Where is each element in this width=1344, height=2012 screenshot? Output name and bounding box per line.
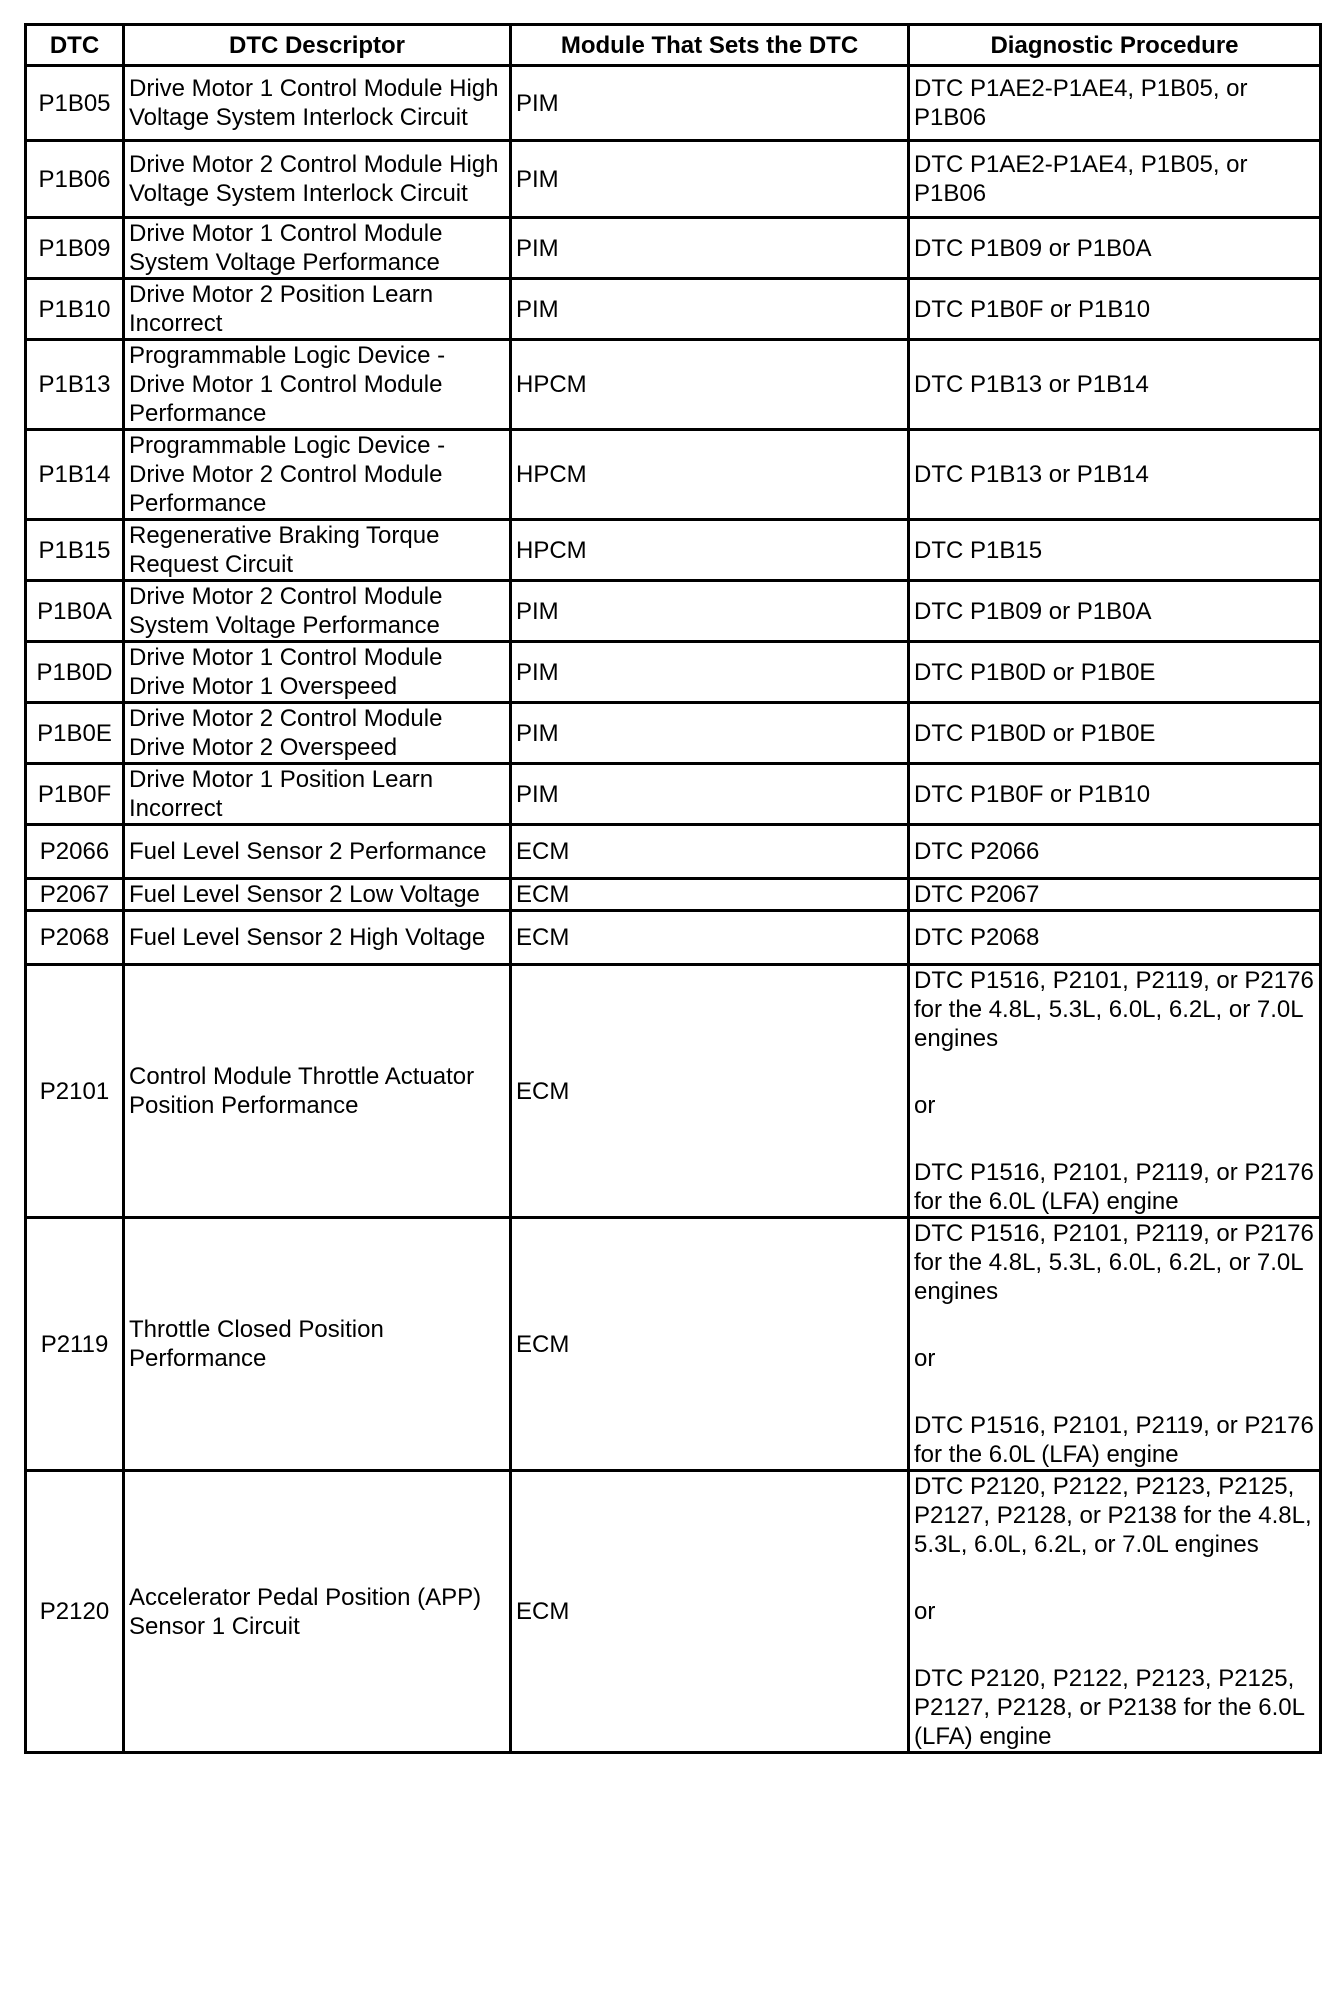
dtc-descriptor: Fuel Level Sensor 2 Performance <box>124 825 511 879</box>
module-name: ECM <box>511 965 909 1218</box>
diagnostic-procedure <box>909 1471 1321 1753</box>
procedure-line: DTC P1B09 or P1B0A <box>914 597 1152 625</box>
module-name: PIM <box>511 764 909 825</box>
dtc-descriptor: Drive Motor 1 Control Module Drive Motor 1 Overspeed <box>124 642 511 703</box>
table-body <box>26 66 1321 1753</box>
diagnostic-procedure <box>909 764 1321 825</box>
header-dtc: DTC <box>26 25 124 66</box>
module-name: ECM <box>511 911 909 965</box>
table-row <box>26 642 1321 703</box>
dtc-descriptor: Programmable Logic Device - Drive Motor 2 Control Module Performance <box>124 430 511 520</box>
diagnostic-procedure <box>909 642 1321 703</box>
dtc-descriptor: Throttle Closed Position Performance <box>124 1218 511 1471</box>
module-name: ECM <box>511 879 909 911</box>
dtc-descriptor: Fuel Level Sensor 2 Low Voltage <box>124 879 511 911</box>
procedure-line: DTC P2120, P2122, P2123, P2125, P2127, P2128, or P2138 for the 6.0L (LFA) engine <box>914 1665 1305 1750</box>
dtc-descriptor: Fuel Level Sensor 2 High Voltage <box>124 911 511 965</box>
dtc-code: P2101 <box>26 965 124 1218</box>
diagnostic-procedure <box>909 520 1321 581</box>
procedure-line: DTC P1516, P2101, P2119, or P2176 for the 6.0L (LFA) engine <box>914 1412 1314 1468</box>
module-name: ECM <box>511 825 909 879</box>
module-name: ECM <box>511 1218 909 1471</box>
diagnostic-procedure <box>909 430 1321 520</box>
procedure-line: DTC P1AE2-P1AE4, P1B05, or P1B06 <box>914 151 1248 207</box>
module-name: PIM <box>511 141 909 218</box>
dtc-descriptor: Drive Motor 2 Position Learn Incorrect <box>124 279 511 340</box>
table-row <box>26 430 1321 520</box>
dtc-descriptor: Drive Motor 2 Control Module High Voltage System Interlock Circuit <box>124 141 511 218</box>
diagnostic-procedure <box>909 66 1321 141</box>
procedure-line: DTC P1516, P2101, P2119, or P2176 for the 4.8L, 5.3L, 6.0L, 6.2L, or 7.0L engines <box>914 1220 1314 1305</box>
dtc-code: P2066 <box>26 825 124 879</box>
procedure-line: or <box>914 1598 936 1625</box>
procedure-line: DTC P2066 <box>914 838 1040 865</box>
procedure-line: DTC P1516, P2101, P2119, or P2176 for the 6.0L (LFA) engine <box>914 1159 1314 1215</box>
procedure-line: DTC P1B13 or P1B14 <box>914 371 1149 398</box>
diagnostic-procedure <box>909 825 1321 879</box>
dtc-code: P1B0D <box>26 642 124 703</box>
diagnostic-procedure <box>909 879 1321 911</box>
dtc-code: P1B09 <box>26 218 124 279</box>
procedure-line: or <box>914 1345 936 1372</box>
diagnostic-procedure <box>909 141 1321 218</box>
table-row <box>26 1471 1321 1753</box>
dtc-table <box>24 23 1322 1754</box>
diagnostic-procedure <box>909 581 1321 642</box>
diagnostic-procedure <box>909 965 1321 1218</box>
procedure-line: DTC P2067 <box>914 881 1040 908</box>
procedure-spacer <box>914 1120 1315 1158</box>
procedure-spacer <box>914 1373 1315 1411</box>
dtc-descriptor: Regenerative Braking Torque Request Circuit <box>124 520 511 581</box>
dtc-descriptor: Control Module Throttle Actuator Position Performance <box>124 965 511 1218</box>
table-row <box>26 825 1321 879</box>
table-row <box>26 141 1321 218</box>
dtc-descriptor: Drive Motor 1 Control Module High Voltage System Interlock Circuit <box>124 66 511 141</box>
table-row <box>26 520 1321 581</box>
procedure-line: DTC P1AE2-P1AE4, P1B05, or P1B06 <box>914 75 1248 131</box>
dtc-code: P1B06 <box>26 141 124 218</box>
module-name: PIM <box>511 279 909 340</box>
procedure-line: DTC P2068 <box>914 924 1040 951</box>
procedure-spacer <box>914 1559 1315 1597</box>
module-name: HPCM <box>511 340 909 430</box>
dtc-code: P2067 <box>26 879 124 911</box>
dtc-code: P1B0F <box>26 764 124 825</box>
procedure-spacer <box>914 1626 1315 1664</box>
procedure-line: DTC P1516, P2101, P2119, or P2176 for the 4.8L, 5.3L, 6.0L, 6.2L, or 7.0L engines <box>914 967 1314 1052</box>
procedure-line: DTC P1B0F or P1B10 <box>914 780 1151 808</box>
table-row <box>26 703 1321 764</box>
table-row <box>26 879 1321 911</box>
procedure-line: DTC P1B0D or P1B0E <box>914 658 1156 686</box>
dtc-code: P1B13 <box>26 340 124 430</box>
table-row <box>26 340 1321 430</box>
diagnostic-procedure <box>909 911 1321 965</box>
procedure-line: DTC P1B15 <box>914 536 1043 564</box>
header-row <box>26 25 1321 66</box>
module-name: PIM <box>511 66 909 141</box>
table-row <box>26 911 1321 965</box>
procedure-line: or <box>914 1092 936 1119</box>
procedure-line: DTC P1B0F or P1B10 <box>914 295 1151 323</box>
dtc-descriptor: Accelerator Pedal Position (APP) Sensor 1 Circuit <box>124 1471 511 1753</box>
diagnostic-procedure <box>909 703 1321 764</box>
procedure-line: DTC P1B09 or P1B0A <box>914 234 1152 262</box>
dtc-code: P2120 <box>26 1471 124 1753</box>
procedure-spacer <box>914 1306 1315 1344</box>
table-row <box>26 279 1321 340</box>
table-row <box>26 581 1321 642</box>
header-dtc-descriptor: DTC Descriptor <box>124 25 511 66</box>
header-diagnostic-procedure: Diagnostic Procedure <box>909 25 1321 66</box>
table-row <box>26 764 1321 825</box>
module-name: PIM <box>511 581 909 642</box>
procedure-spacer <box>914 1053 1315 1091</box>
procedure-line: DTC P1B0D or P1B0E <box>914 719 1156 747</box>
module-name: HPCM <box>511 520 909 581</box>
dtc-code: P1B0E <box>26 703 124 764</box>
table-row <box>26 1218 1321 1471</box>
dtc-code: P1B0A <box>26 581 124 642</box>
procedure-line: DTC P1B13 or P1B14 <box>914 461 1149 488</box>
diagnostic-procedure <box>909 340 1321 430</box>
module-name: PIM <box>511 218 909 279</box>
table-row <box>26 965 1321 1218</box>
dtc-code: P1B10 <box>26 279 124 340</box>
dtc-descriptor: Drive Motor 2 Control Module Drive Motor 2 Overspeed <box>124 703 511 764</box>
diagnostic-procedure <box>909 1218 1321 1471</box>
dtc-code: P1B05 <box>26 66 124 141</box>
dtc-code: P1B15 <box>26 520 124 581</box>
module-name: PIM <box>511 703 909 764</box>
module-name: HPCM <box>511 430 909 520</box>
diagnostic-procedure <box>909 218 1321 279</box>
dtc-descriptor: Programmable Logic Device - Drive Motor 1 Control Module Performance <box>124 340 511 430</box>
dtc-descriptor: Drive Motor 1 Control Module System Voltage Performance <box>124 218 511 279</box>
dtc-code: P2068 <box>26 911 124 965</box>
table-row <box>26 218 1321 279</box>
table-row <box>26 66 1321 141</box>
diagnostic-procedure <box>909 279 1321 340</box>
procedure-line: DTC P2120, P2122, P2123, P2125, P2127, P2128, or P2138 for the 4.8L, 5.3L, 6.0L, 6.2L, or 7.0L engines <box>914 1473 1312 1558</box>
module-name: ECM <box>511 1471 909 1753</box>
module-name: PIM <box>511 642 909 703</box>
header-module: Module That Sets the DTC <box>511 25 909 66</box>
dtc-descriptor: Drive Motor 2 Control Module System Voltage Performance <box>124 581 511 642</box>
dtc-code: P2119 <box>26 1218 124 1471</box>
dtc-descriptor: Drive Motor 1 Position Learn Incorrect <box>124 764 511 825</box>
dtc-code: P1B14 <box>26 430 124 520</box>
